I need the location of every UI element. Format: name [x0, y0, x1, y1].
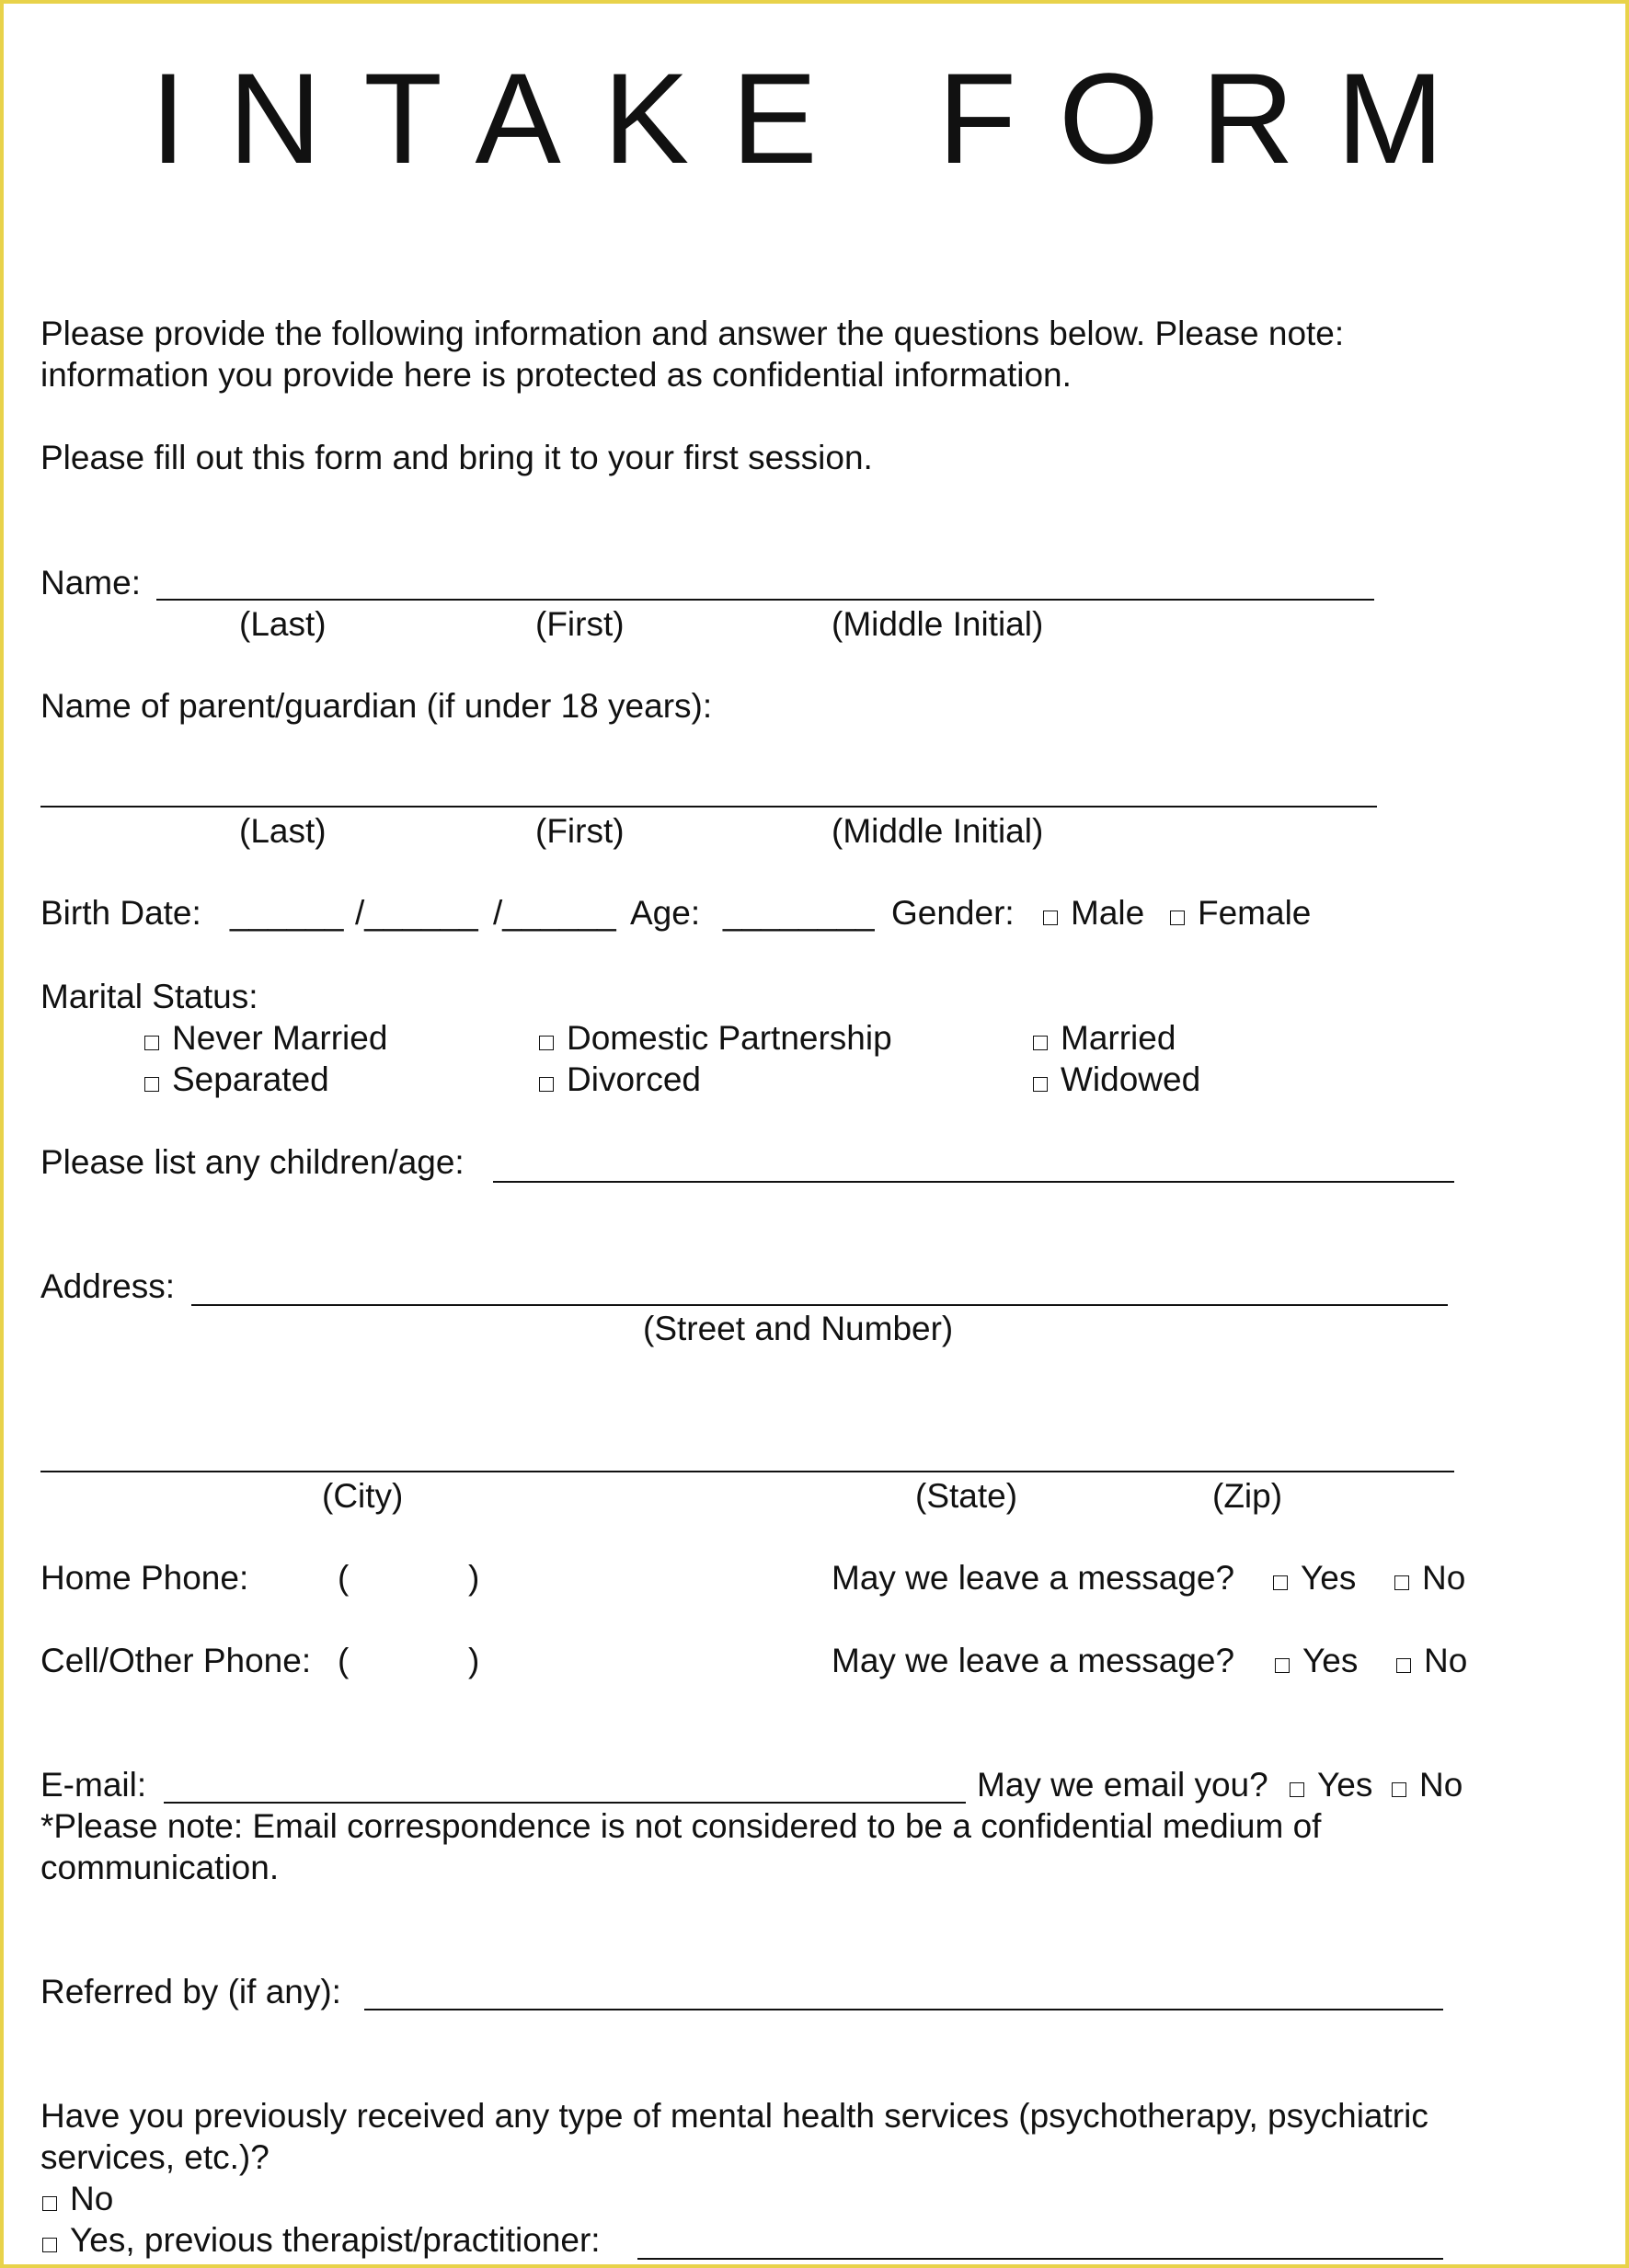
marital-domestic-label: Domestic Partnership [567, 1019, 892, 1057]
cell-phone-message-yes-option[interactable] [1275, 1640, 1358, 1682]
marital-separated-option[interactable] [144, 1059, 329, 1101]
checkbox-icon[interactable] [539, 1077, 554, 1092]
gender-female-option[interactable] [1170, 892, 1311, 934]
email-yes-label: Yes [1317, 1766, 1373, 1804]
home-phone-no-label: No [1422, 1559, 1466, 1597]
gender-male-label: Male [1071, 894, 1145, 932]
mental-health-yes-option[interactable] [42, 2219, 601, 2262]
form-title: INTAKE FORM [150, 46, 1486, 190]
home-phone-message-yes-option[interactable] [1273, 1557, 1356, 1599]
cell-phone-paren-close: ) [468, 1642, 480, 1679]
checkbox-icon[interactable] [1275, 1658, 1290, 1673]
previous-therapist-field-line[interactable] [637, 2258, 1443, 2260]
mental-health-yes-label: Yes, previous therapist/practitioner: [70, 2221, 601, 2259]
email-note-line-2: communication. [40, 1849, 280, 1886]
marital-widowed-label: Widowed [1061, 1060, 1201, 1098]
checkbox-icon[interactable] [144, 1036, 159, 1050]
mental-health-question-line-2: services, etc.)? [40, 2138, 270, 2176]
email-note-line-1: *Please note: Email correspondence is not considered to be a confidential medium of [40, 1807, 1322, 1845]
gender-female-label: Female [1198, 894, 1312, 932]
address-zip-caption: (Zip) [1212, 1477, 1283, 1515]
checkbox-icon[interactable] [144, 1077, 159, 1092]
birth-date-label: Birth Date: [40, 894, 201, 932]
checkbox-icon[interactable] [1392, 1782, 1406, 1797]
age-label: Age: [630, 894, 701, 932]
address-label: Address: [40, 1267, 176, 1305]
checkbox-icon[interactable] [1273, 1575, 1288, 1590]
home-phone-message-no-option[interactable] [1394, 1557, 1465, 1599]
guardian-label: Name of parent/guardian (if under 18 years): [40, 687, 713, 725]
mental-health-question-line-1: Have you previously received any type of mental health services (psychotherapy, psychiatric [40, 2097, 1428, 2135]
guardian-middle-caption: (Middle Initial) [832, 812, 1044, 850]
checkbox-icon[interactable] [42, 2196, 57, 2211]
email-question: May we email you? [977, 1766, 1268, 1804]
home-phone-message-question: May we leave a message? [832, 1559, 1235, 1597]
intro-line-2: information you provide here is protected as confidential information. [40, 356, 1072, 394]
birth-month-blank[interactable]: ______ [230, 894, 344, 932]
marital-divorced-label: Divorced [567, 1060, 701, 1098]
checkbox-icon[interactable] [539, 1036, 554, 1050]
address-city-caption: (City) [322, 1477, 404, 1515]
email-field-line[interactable] [164, 1802, 966, 1804]
intro-line-1: Please provide the following information and answer the questions below. Please note: [40, 315, 1345, 352]
email-label: E-mail: [40, 1766, 147, 1804]
birth-year-blank[interactable]: /______ [493, 894, 616, 932]
age-blank[interactable]: ________ [723, 894, 875, 932]
name-middle-caption: (Middle Initial) [832, 605, 1044, 643]
name-last-caption: (Last) [239, 605, 327, 643]
email-no-option[interactable] [1392, 1764, 1463, 1806]
referred-by-field-line[interactable] [364, 2009, 1443, 2010]
marital-separated-label: Separated [172, 1060, 329, 1098]
email-yes-option[interactable] [1290, 1764, 1372, 1806]
address-street-caption: (Street and Number) [643, 1310, 954, 1347]
checkbox-icon[interactable] [1033, 1036, 1048, 1050]
children-field-line[interactable] [493, 1181, 1454, 1183]
guardian-last-caption: (Last) [239, 812, 327, 850]
checkbox-icon[interactable] [1170, 911, 1185, 925]
cell-phone-message-no-option[interactable] [1396, 1640, 1467, 1682]
children-label: Please list any children/age: [40, 1143, 465, 1181]
cell-phone-message-question: May we leave a message? [832, 1642, 1235, 1679]
guardian-first-caption: (First) [535, 812, 625, 850]
checkbox-icon[interactable] [1290, 1782, 1304, 1797]
marital-divorced-option[interactable] [539, 1059, 701, 1101]
mental-health-no-label: No [70, 2180, 114, 2217]
marital-married-label: Married [1061, 1019, 1176, 1057]
checkbox-icon[interactable] [1394, 1575, 1409, 1590]
checkbox-icon[interactable] [1043, 911, 1058, 925]
gender-male-option[interactable] [1043, 892, 1144, 934]
cell-phone-label: Cell/Other Phone: [40, 1642, 312, 1679]
name-first-caption: (First) [535, 605, 625, 643]
marital-widowed-option[interactable] [1033, 1059, 1200, 1101]
intro-line-3: Please fill out this form and bring it to your first session. [40, 439, 873, 476]
gender-label: Gender: [891, 894, 1015, 932]
marital-status-label: Marital Status: [40, 978, 258, 1015]
name-label: Name: [40, 564, 141, 601]
cell-phone-yes-label: Yes [1302, 1642, 1359, 1679]
marital-never-married-option[interactable] [144, 1017, 387, 1060]
checkbox-icon[interactable] [1033, 1077, 1048, 1092]
address-city-state-zip-line[interactable] [40, 1471, 1454, 1472]
checkbox-icon[interactable] [1396, 1658, 1411, 1673]
email-no-label: No [1419, 1766, 1463, 1804]
address-state-caption: (State) [915, 1477, 1018, 1515]
name-field-line[interactable] [156, 599, 1374, 601]
checkbox-icon[interactable] [42, 2238, 57, 2252]
guardian-field-line[interactable] [40, 806, 1377, 808]
address-street-line[interactable] [191, 1304, 1448, 1306]
mental-health-no-option[interactable] [42, 2178, 113, 2220]
home-phone-label: Home Phone: [40, 1559, 249, 1597]
cell-phone-no-label: No [1424, 1642, 1468, 1679]
home-phone-paren-open: ( [338, 1559, 350, 1597]
referred-by-label: Referred by (if any): [40, 1973, 341, 2010]
marital-domestic-option[interactable] [539, 1017, 892, 1060]
marital-married-option[interactable] [1033, 1017, 1176, 1060]
birth-day-blank[interactable]: /______ [355, 894, 478, 932]
cell-phone-paren-open: ( [338, 1642, 350, 1679]
home-phone-yes-label: Yes [1301, 1559, 1357, 1597]
home-phone-paren-close: ) [468, 1559, 480, 1597]
marital-never-married-label: Never Married [172, 1019, 388, 1057]
